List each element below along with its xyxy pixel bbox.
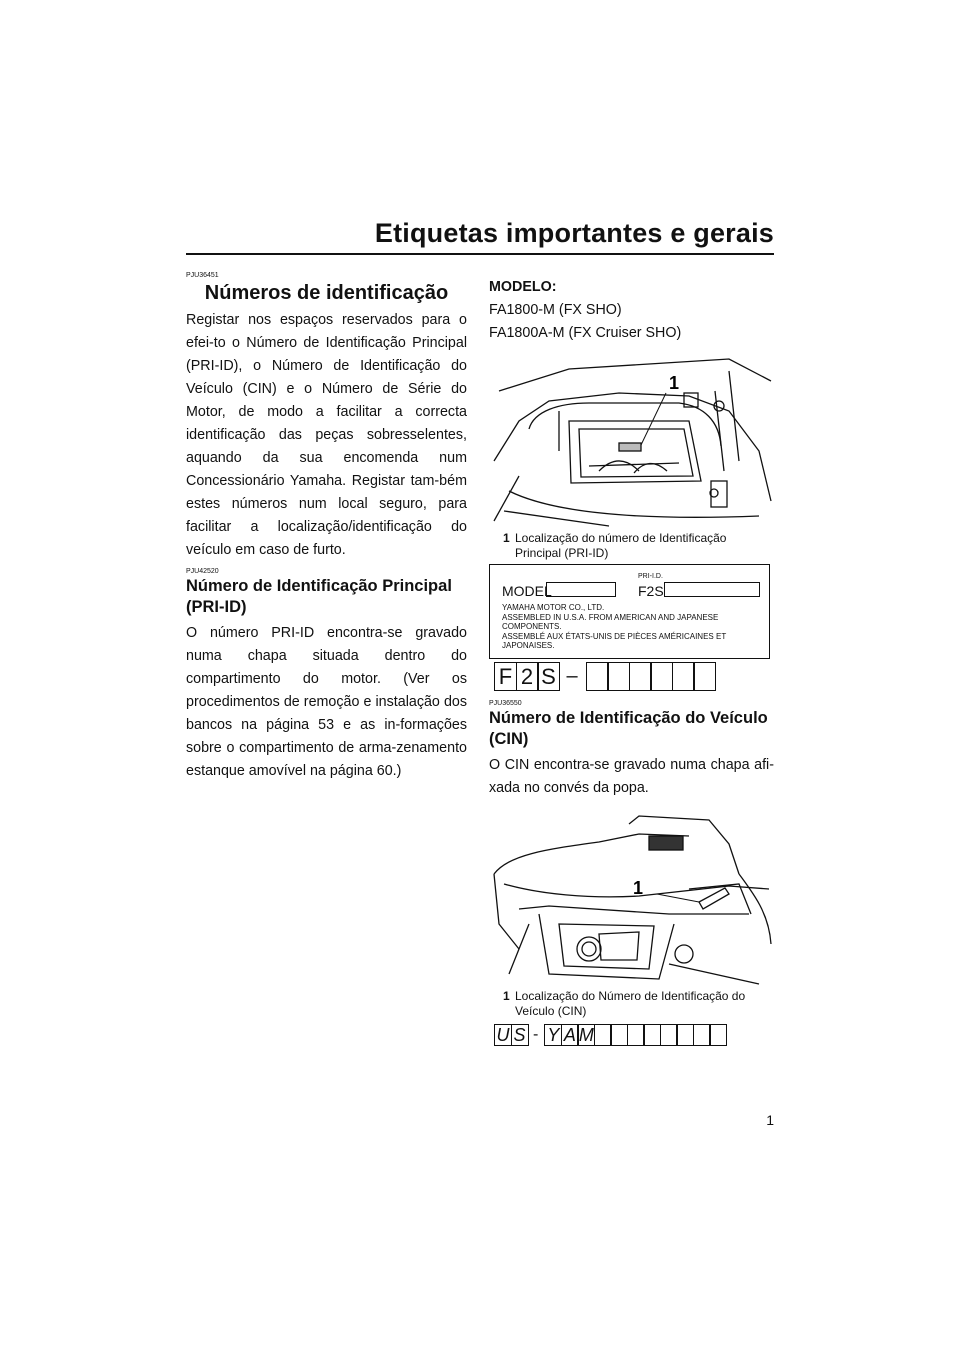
page-number: 1 — [766, 1112, 774, 1128]
pri-id-empty-box — [586, 662, 609, 691]
section-code: PJU36451 — [186, 272, 219, 279]
figure-callout-number: 1 — [633, 878, 644, 898]
plate-f2s-box — [664, 582, 760, 597]
pri-id-char-box: S — [537, 662, 560, 691]
figure-caption — [503, 531, 774, 561]
cin-char-box: Y — [544, 1024, 562, 1046]
right-column — [489, 276, 774, 561]
cin-char-box: U — [494, 1024, 512, 1046]
model-line: FA1800-M (FX SHO) — [489, 302, 622, 318]
cin-paragraph: O CIN encontra-se gravado numa chapa afi-xada no convés da popa. — [489, 757, 774, 796]
pri-id-empty-box — [693, 662, 716, 691]
plate-text-line: ASSEMBLED IN U.S.A. FROM AMERICAN AND JAPANESE COMPONENTS. — [502, 612, 719, 631]
cin-empty-box — [643, 1024, 661, 1046]
cin-char-box: A — [561, 1024, 579, 1046]
cin-empty-box — [709, 1024, 727, 1046]
cin-char-box: M — [578, 1024, 594, 1045]
plate-text-line: ASSEMBLÉ AUX ÉTATS-UNIS DE PIÈCES AMÉRICAINES ET JAPONAISES. — [502, 631, 727, 650]
pri-id-paragraph: O número PRI-ID encontra-se gravado numa chapa situada dentro do compartimento do motor. (Ver os procedimentos de remoção e instalação dos bancos na página 53 e as in-formações sobre o compartimento de arma-zenamento estanque amovível na página 60.) — [186, 625, 467, 779]
pri-id-char-box: F — [494, 662, 517, 691]
cin-dash: - — [533, 1026, 539, 1043]
cin-char-box: S — [511, 1024, 529, 1046]
header-rule — [186, 253, 774, 255]
cin-section — [489, 700, 774, 1019]
pri-id-empty-box — [650, 662, 673, 691]
pri-id-empty-box — [607, 662, 630, 691]
figure-callout-number: 1 — [669, 373, 680, 393]
pri-id-empty-box — [629, 662, 652, 691]
pri-id-heading: Número de Identificação Principal (PRI-ID) — [186, 577, 452, 616]
plate-model-label: MODEL — [502, 583, 552, 599]
model-label: MODELO: — [489, 279, 557, 295]
caption-number: 1 — [503, 531, 510, 545]
model-line: FA1800A-M (FX Cruiser SHO) — [489, 325, 682, 341]
pri-id-dash: – — [566, 665, 578, 687]
pri-id-entry-boxes — [494, 662, 715, 691]
intro-paragraph: Registar nos espaços reservados para o efei-to o Número de Identificação Principal (PRI-ID), o Número de Identificação do Veículo (CIN) e o Número de Série do Motor, de modo a facilitar a correcta identificação das peças sobresselentes, aquando da sua encomenda num Concessionário Yamaha. Registar tam-bém estes números num local seguro, para facilitar a localização/identificação do veículo em caso de furto. — [186, 312, 467, 558]
engine-compartment-illustration — [489, 351, 774, 531]
section-heading: Números de identificação — [204, 282, 449, 304]
figure-caption — [503, 989, 774, 1019]
cin-empty-box — [627, 1024, 645, 1046]
pri-id-char-box: 2 — [516, 662, 539, 691]
section-code: PJU36550 — [489, 700, 522, 707]
left-column — [186, 272, 467, 783]
cin-empty-box — [693, 1024, 711, 1046]
plate-model-box — [546, 582, 616, 597]
cin-empty-box — [594, 1024, 612, 1046]
section-code: PJU42520 — [186, 568, 219, 575]
plate-f2s-label: F2S — [638, 583, 664, 599]
stern-deck-illustration — [489, 814, 774, 989]
pri-id-empty-box — [672, 662, 695, 691]
plate-pri-label: PRI-I.D. — [638, 573, 663, 580]
page-header-title: Etiquetas importantes e gerais — [374, 218, 774, 248]
caption-text: Localização do número de Identificação Principal (PRI-ID) — [515, 531, 727, 560]
cin-empty-box — [610, 1024, 628, 1046]
cin-heading: Número de Identificação do Veículo (CIN) — [489, 709, 768, 748]
cin-empty-box — [660, 1024, 678, 1046]
cin-empty-box — [676, 1024, 694, 1046]
caption-text: Localização do Número de Identificação do Veículo (CIN) — [515, 989, 746, 1018]
plate-text — [502, 603, 762, 651]
caption-number: 1 — [503, 989, 510, 1003]
plate-text-line: YAMAHA MOTOR CO., LTD. — [502, 603, 605, 612]
identification-plate — [489, 564, 770, 659]
cin-entry-boxes — [494, 1024, 726, 1046]
